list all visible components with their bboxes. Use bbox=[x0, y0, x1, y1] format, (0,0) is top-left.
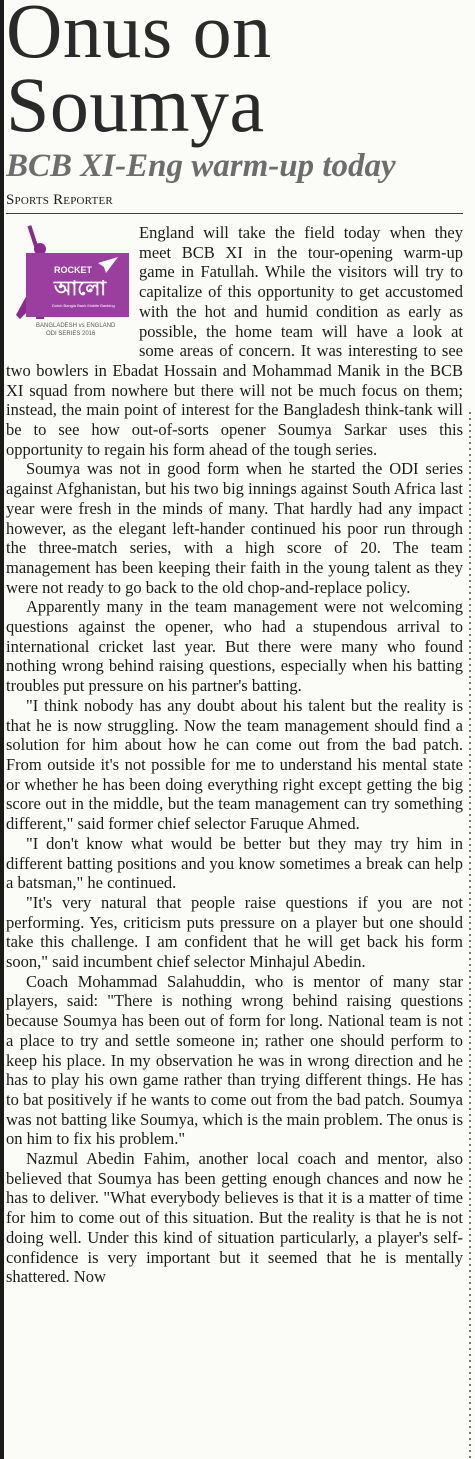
logo-series-line-2: ODI SERIES 2016 bbox=[46, 331, 96, 337]
article bbox=[6, 0, 463, 1459]
left-column-rule bbox=[0, 0, 4, 1459]
subheadline: BCB XI-Eng warm-up today bbox=[6, 148, 396, 184]
rocket-alo-series-logo bbox=[6, 223, 129, 340]
paragraph-1: England will take the field today when they meet BCB XI in the tour-opening warm-up game in Fatullah. While the visitors will try to capitalize of this opportunity to get accustomed with the hot and humid condition as early as possible, the home team will have a look at some areas of concern. It was interesting to see two bowlers in Ebadat Hossain and Mohammad Manik in the BCB XI squad from nowhere but there will not be much focus on them; instead, the main point of interest for the Bangladesh think-tank will be to see how out-of-sorts opener Soumya Sarkar uses this opportunity to regain his form ahead of the tough series. bbox=[6, 223, 463, 459]
logo-brand-script: আলো bbox=[54, 276, 107, 300]
paragraph-7: Coach Mohammad Salahuddin, who is mentor of many star players, said: "There is nothing wrong behind raising questions because Soumya has been out of form for long. National team is not a place to try and settle someone in; rather one should perform to keep his place. In my observation he was in wrong direction and he has to play his own game rather than trying different things. He has to bat positively if he wants to come out from the bad patch. Soumya was not batting like Soumya, which is the main problem. The onus is on him to fix his problem." bbox=[6, 971, 463, 1149]
paragraph-6: "It's very natural that people raise questions if you are not performing. Yes, criticism puts pressure on a player but one should take this challenge. I am confident that he will get back his form soon," said incumbent chief selector Minhajul Abedin. bbox=[6, 892, 463, 972]
headline bbox=[6, 0, 463, 148]
right-dotted-divider bbox=[469, 410, 471, 1459]
logo-tagline: Dutch Bangla Bank Mobile Banking bbox=[52, 303, 115, 308]
headline-line-1: Onus on bbox=[6, 0, 272, 74]
logo-brand-small: ROCKET bbox=[54, 265, 92, 275]
headline-line-2: Soumya bbox=[6, 61, 265, 148]
paragraph-4: "I think nobody has any doubt about his talent but the reality is that he is now struggling. Now the team management should find a solution for him about how he can come out from the bad patch. From outside it's not possible for me to understand his mental state or whether he has been doing everything right except getting the big score out in the middle, but the team management can try something different," said former chief selector Faruque Ahmed. bbox=[6, 695, 463, 834]
paragraph-5: "I don't know what would be better but they may try him in different batting positions and you know sometimes a break can help a batsman," he continued. bbox=[6, 833, 463, 893]
logo-series-line-1: BANGLADESH vs ENGLAND bbox=[36, 323, 116, 329]
paragraph-3: Apparently many in the team management were not welcoming questions against the opener, who had a stupendous arrival to international cricket last year. But there were many who found nothing wrong behind raising questions, especially when his batting troubles put pressure on his partner's batting. bbox=[6, 597, 463, 696]
byline: Sports Reporter bbox=[6, 192, 463, 214]
paragraph-2: Soumya was not in good form when he started the ODI series against Afghanistan, but his two big innings against South Africa last year were fresh in the minds of many. That hardly had any impact however, as the elegant left-hander continued his poor run through the three-match series, with a high score of 20. The team management has been keeping their faith in the young talent as they were not ready to go back to the old chop-and-replace policy. bbox=[6, 459, 463, 597]
article-body bbox=[6, 223, 463, 1287]
paragraph-8: Nazmul Abedin Fahim, another local coach and mentor, also believed that Soumya has been getting enough chances and now he has to deliver. "What everybody believes is that it is a matter of time for him to come out of this situation. But the reality is that he is not doing well. Under this kind of situation particularly, a player's self-confidence is very important but it seemed that he is mentally shattered. Now bbox=[6, 1149, 463, 1287]
